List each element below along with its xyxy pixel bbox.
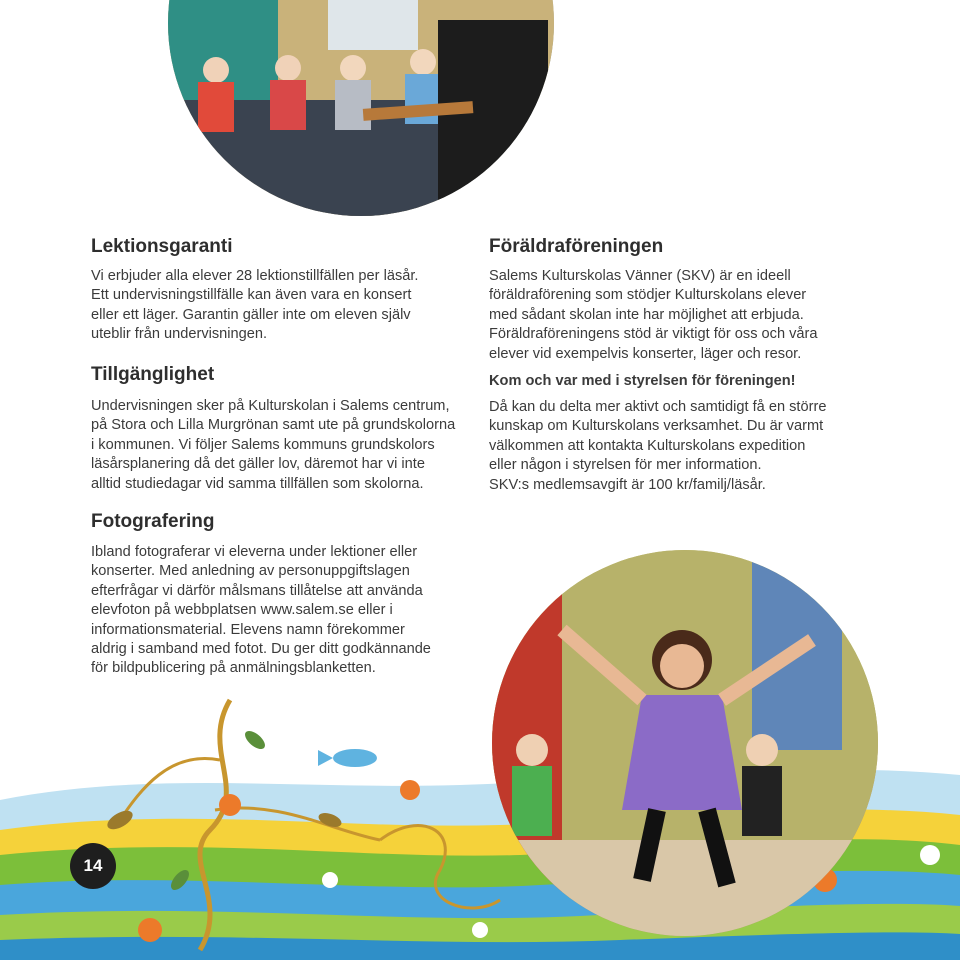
text-line: eller någon i styrelsen för mer information. [489, 457, 762, 474]
heading-foraldraforeningen: Föräldraföreningen [489, 236, 664, 257]
heading-fotografering: Fotografering [91, 511, 215, 532]
text-line: elever vid exempelvis konserter, läger och resor. [489, 345, 802, 362]
text-line: efterfrågar vi därför målsmans tillåtelse att använda [91, 582, 423, 599]
text-line: Då kan du delta mer aktivt och samtidigt få en större [489, 399, 827, 416]
text-line: med sådant skolan inte har möjlighet att erbjuda. [489, 306, 804, 323]
text-line: alltid studiedagar vid samma tillfällen som skolorna. [91, 475, 424, 492]
text-line: i kommunen. Vi följer Salems kommuns grundskolors [91, 436, 435, 453]
text-line: SKV:s medlemsavgift är 100 kr/familj/läsår. [489, 476, 766, 493]
text-line: Salems Kulturskolas Vänner (SKV) är en ideell [489, 268, 791, 284]
text-line: på Stora och Lilla Murgrönan samt ute på grundskolorna [91, 417, 456, 434]
board-callout: Kom och var med i styrelsen för föreningen! [489, 373, 796, 390]
section-fotografering [91, 511, 476, 679]
text-line: kunskap om Kulturskolans verksamhet. Du är varmt [489, 418, 824, 435]
text-line: eller ett läger. Garantin gäller inte om eleven själv [91, 306, 411, 323]
page-number-badge: 14 [70, 843, 116, 889]
text-line: informationsmaterial. Elevens namn förekommer [91, 621, 405, 638]
text-line: Ett undervisningstillfälle kan även vara en konsert [91, 287, 412, 304]
section-tillganglighet [91, 364, 476, 494]
section-lektionsgaranti [91, 236, 471, 345]
text-line: uteblir från undervisningen. [91, 326, 268, 343]
text-line: föräldraförening som stödjer Kulturskolans elever [489, 287, 807, 304]
text-line: Föräldraföreningens stöd är viktigt för oss och våra [489, 326, 818, 343]
text-line: för bildpublicering på anmälningsblanketten. [91, 660, 376, 677]
dancing-girl-photo [492, 550, 878, 936]
text-line: välkommen att kontakta Kulturskolans expedition [489, 437, 806, 454]
text-line: läsårsplanering då det gäller lov, däremot har vi inte [91, 456, 425, 473]
section-foraldraforeningen [489, 236, 889, 495]
music-lesson-photo [168, 0, 554, 216]
heading-tillganglighet: Tillgänglighet [91, 364, 215, 385]
text-line: elevfoton på webbplatsen www.salem.se eller i [91, 602, 393, 619]
heading-lektionsgaranti: Lektionsgaranti [91, 236, 233, 257]
text-line: Ibland fotograferar vi eleverna under lektioner eller [91, 544, 418, 560]
text-line: aldrig i samband med fotot. Du ger ditt godkännande [91, 641, 431, 658]
text-line: Undervisningen sker på Kulturskolan i Salems centrum, [91, 398, 450, 414]
text-line: konserter. Med anledning av personuppgiftslagen [91, 563, 410, 580]
text-line: Vi erbjuder alla elever 28 lektionstillfällen per läsår. [91, 268, 419, 284]
